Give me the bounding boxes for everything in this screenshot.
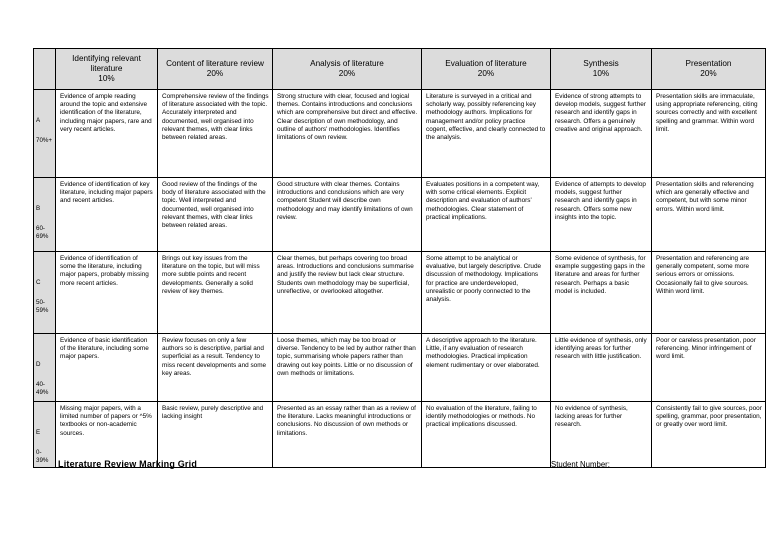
descriptor-cell: Review focuses on only a few authors so is descriptive, partial and superficial as a result. Tendency to miss recent developments and some key areas. bbox=[158, 334, 273, 402]
criterion-weight: 20% bbox=[700, 69, 717, 78]
criterion-header bbox=[652, 49, 766, 90]
descriptor-cell: Some evidence of synthesis, for example suggesting gaps in the literature and areas for further research. Perhaps a basic model is included. bbox=[551, 252, 652, 334]
criterion-weight: 20% bbox=[338, 69, 356, 78]
student-number-label: Student Number: bbox=[551, 460, 610, 469]
criterion-header bbox=[56, 49, 158, 90]
descriptor-cell: Poor or careless presentation, poor referencing. Minor infringement of word limit. bbox=[652, 334, 766, 402]
descriptor-cell: Loose themes, which may be too broad or diverse. Tendency to be led by author rather than topic, summarising whole papers rather than drawing out key points. Little or no discussion of own methods or limitations. bbox=[273, 334, 422, 402]
descriptor-cell: Basic review, purely descriptive and lacking insight bbox=[158, 402, 273, 468]
descriptor-cell: Literature is surveyed in a critical and scholarly way, possibly referencing key methodology authors. Implications for management and/or policy practice cogent, effective, and clearly connected to the analysis. bbox=[422, 90, 551, 178]
descriptor-cell: Evaluates positions in a competent way, with some critical elements. Explicit description and evaluation of authors' methodologies. Clear statement of practical implications. bbox=[422, 178, 551, 252]
grade-row bbox=[34, 334, 766, 402]
descriptor-cell: Presentation skills and referencing which are generally effective and competent, but with some minor errors. Within word limit. bbox=[652, 178, 766, 252]
grade-row bbox=[34, 252, 766, 334]
descriptor-cell: Evidence of attempts to develop models, suggest further research and identify gaps in research. Offers some new insights into the topic. bbox=[551, 178, 652, 252]
descriptor-cell: Good review of the findings of the body of literature associated with the topic. Well interpreted and documented, well organised into relevant themes, with clear links between related areas. bbox=[158, 178, 273, 252]
descriptor-cell: A descriptive approach to the literature. Little, if any evaluation of research methodologies. Practical implication element rudimentary or over elaborated. bbox=[422, 334, 551, 402]
grade-letter: C bbox=[36, 279, 41, 286]
descriptor-cell: Presentation skills are immaculate, using appropriate referencing, citing sources correctly and with excellent spelling and grammar. Within word limit. bbox=[652, 90, 766, 178]
descriptor-cell: Some attempt to be analytical or evaluative, but largely descriptive. Crude discussion of methodology. Implications for practice are underdeveloped, unrealistic or poorly connected to the analysis. bbox=[422, 252, 551, 334]
criterion-weight: 10% bbox=[592, 69, 610, 78]
descriptor-cell: Presentation and referencing are generally competent, some more serious errors or omissions. Occasionally fail to give sources. Within word limit. bbox=[652, 252, 766, 334]
criterion-header bbox=[422, 49, 551, 90]
grade-cell bbox=[34, 90, 56, 178]
criterion-name: Evaluation of literature bbox=[445, 59, 527, 68]
grade-letter: B bbox=[36, 205, 41, 212]
criterion-name: Analysis of literature bbox=[310, 59, 384, 68]
descriptor-cell: Evidence of ample reading around the topic and extensive identification of the literature, including major papers, rare and very recent articles. bbox=[56, 90, 158, 178]
criterion-weight: 20% bbox=[477, 69, 495, 78]
descriptor-cell: Presented as an essay rather than as a review of the literature. Lacks meaningful introductions or conclusions. No discussion of own methods or limitations. bbox=[273, 402, 422, 468]
grade-letter: E bbox=[36, 429, 41, 436]
header-corner-cell bbox=[34, 49, 56, 90]
grade-letter: A bbox=[36, 117, 41, 124]
descriptor-cell: Evidence of identification of key literature, including major papers and recent articles. bbox=[56, 178, 158, 252]
grade-range: 40-49% bbox=[36, 381, 49, 396]
descriptor-cell: Little evidence of synthesis, only identifying areas for further research with little justification. bbox=[551, 334, 652, 402]
criterion-weight: 10% bbox=[98, 74, 115, 83]
descriptor-cell: Brings out key issues from the literature on the topic, but will miss more subtle points and recent developments. Generally a solid review of key themes. bbox=[158, 252, 273, 334]
grade-row bbox=[34, 90, 766, 178]
criterion-header bbox=[158, 49, 273, 90]
descriptor-cell: Evidence of strong attempts to develop models, suggest further research and identify gaps in research. Offers a genuinely creative and original approach. bbox=[551, 90, 652, 178]
header-row bbox=[34, 49, 766, 90]
grade-cell bbox=[34, 334, 56, 402]
grade-range: 0-39% bbox=[36, 449, 49, 464]
grade-cell bbox=[34, 252, 56, 334]
grade-range: 60-69% bbox=[36, 225, 49, 240]
grid-title: Literature Review Marking Grid bbox=[58, 459, 198, 469]
descriptor-cell: Clear themes, but perhaps covering too broad areas. Introductions and conclusions summarise and justify the review but lack clear structure. Students own methodology may be superficial, unreflective, or overlooked altogether. bbox=[273, 252, 422, 334]
grade-letter: D bbox=[36, 361, 41, 368]
marking-grid-table bbox=[33, 48, 766, 468]
descriptor-cell: Strong structure with clear, focused and logical themes. Contains introductions and conclusions which are comprehensive but direct and effective. Clear description of own methodology, and outline of authors' methodologies. Identifies limitations of own review. bbox=[273, 90, 422, 178]
criterion-name: Identifying relevant literature bbox=[72, 54, 141, 73]
grade-row bbox=[34, 178, 766, 252]
descriptor-cell: Evidence of basic identification of the literature, including some major papers. bbox=[56, 334, 158, 402]
descriptor-cell: Evidence of identification of some the literature, including major papers, probably missing more recent articles. bbox=[56, 252, 158, 334]
descriptor-cell: Good structure with clear themes. Contains introductions and conclusions which are very competent Student will describe own methodology and may identify limitations of own review. bbox=[273, 178, 422, 252]
descriptor-cell: No evaluation of the literature, failing to identify methodologies or methods. No practical implications discussed. bbox=[422, 402, 551, 468]
criterion-header bbox=[273, 49, 422, 90]
grade-cell bbox=[34, 178, 56, 252]
descriptor-cell: Missing major papers, with a limited number of papers or ^5% textbooks or non-academic sources. bbox=[56, 402, 158, 468]
grade-row bbox=[34, 402, 766, 468]
criterion-weight: 20% bbox=[206, 69, 224, 78]
descriptor-cell: Comprehensive review of the findings of literature associated with the topic. Accurately interpreted and documented, well organised into relevant themes, with clear links between related areas. bbox=[158, 90, 273, 178]
descriptor-cell: No evidence of synthesis, lacking areas for further research. bbox=[551, 402, 652, 468]
criterion-name: Content of literature review bbox=[166, 59, 264, 68]
descriptor-cell: Consistently fail to give sources, poor spelling, grammar, poor presentation, or greatly over word limit. bbox=[652, 402, 766, 468]
criterion-name: Presentation bbox=[685, 59, 732, 68]
grade-range: 70%+ bbox=[36, 137, 52, 144]
grade-cell bbox=[34, 402, 56, 468]
criterion-header bbox=[551, 49, 652, 90]
grade-range: 50-59% bbox=[36, 299, 49, 314]
criterion-name: Synthesis bbox=[583, 59, 619, 68]
